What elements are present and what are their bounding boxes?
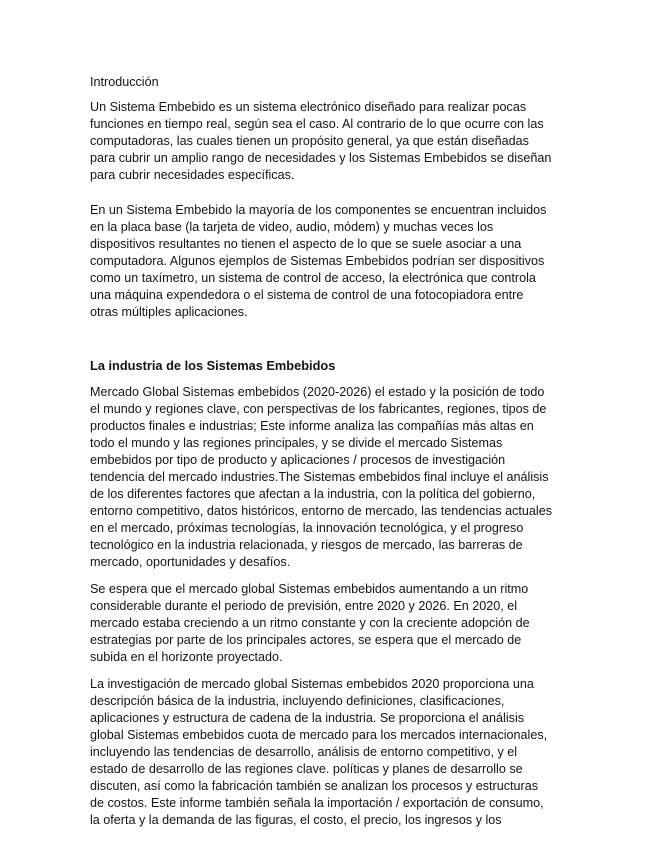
section-paragraph: Se espera que el mercado global Sistemas embebidos aumentando a un ritmo considerable durante el periodo de previsión, entre 2020 y 2026. En 2020, el mercado estaba creciendo a un ritmo constante y con la creciente adopción de estrategias por parte de los principales actores, se espera que el mercado de subida en el horizonte proyectado. — [90, 582, 530, 664]
section-paragraph: La investigación de mercado global Sistemas embebidos 2020 proporciona una descripción básica de la industria, incluyendo definiciones, clasificaciones, aplicaciones y estructura de cadena de la industria. Se proporciona el análisis global Sistemas embebidos cuota de mercado para los mercados internacionales, incluyendo las tendencias de desarrollo, análisis de entorno competitivo, y el estado de desarrollo de las regiones clave. políticas y planes de desarrollo se discuten, así como la fabricación también se analizan los procesos y estructuras de costos. Este informe también señala la importación / exportación de consumo, la oferta y la demanda de las figuras, el costo, el precio, los ingresos y los — [90, 677, 548, 827]
section-heading: La industria de los Sistemas Embebidos — [90, 358, 336, 373]
intro-title: Introducción — [90, 75, 159, 89]
intro-paragraph: En un Sistema Embebido la mayoría de los componentes se encuentran incluidos en la placa base (la tarjeta de video, audio, módem) y muchas veces los dispositivos resultantes no tienen el aspecto de lo que se suele asociar a una computadora. Algunos ejemplos de Sistemas Embebidos podrían ser dispositivos como un taxímetro, un sistema de control de acceso, la electrónica que controla una máquina expendedora o el sistema de control de una fotocopiadora entre otras múltiples aplicaciones. — [90, 203, 547, 319]
section-paragraph: Mercado Global Sistemas embebidos (2020-2026) el estado y la posición de todo el mundo y regiones clave, con perspectivas de los fabricantes, regiones, tipos de productos finales e industrias; Este informe analiza las compañías más altas en todo el mundo y las regiones principales, y se divide el mercado Sistemas embebidos por tipo de producto y aplicaciones / procesos de investigación tendencia del mercado industries.The Sistemas embebidos final incluye el análisis de los diferentes factores que afectan a la industria, con la política del gobierno, entorno competitivo, datos históricos, entorno de mercado, las tendencias actuales en el mercado, próximas tecnologías, la innovación tecnológica, y el progreso tecnológico en la industria relacionada, y riesgos de mercado, las barreras de mercado, oportunidades y desafíos. — [90, 385, 553, 569]
intro-paragraph: Un Sistema Embebido es un sistema electrónico diseñado para realizar pocas funciones en tiempo real, según sea el caso. Al contrario de lo que ocurre con las computadoras, las cuales tienen un propósito general, ya que están diseñadas para cubrir un amplio rango de necesidades y los Sistemas Embebidos se diseñan para cubrir necesidades específicas. — [90, 100, 552, 182]
